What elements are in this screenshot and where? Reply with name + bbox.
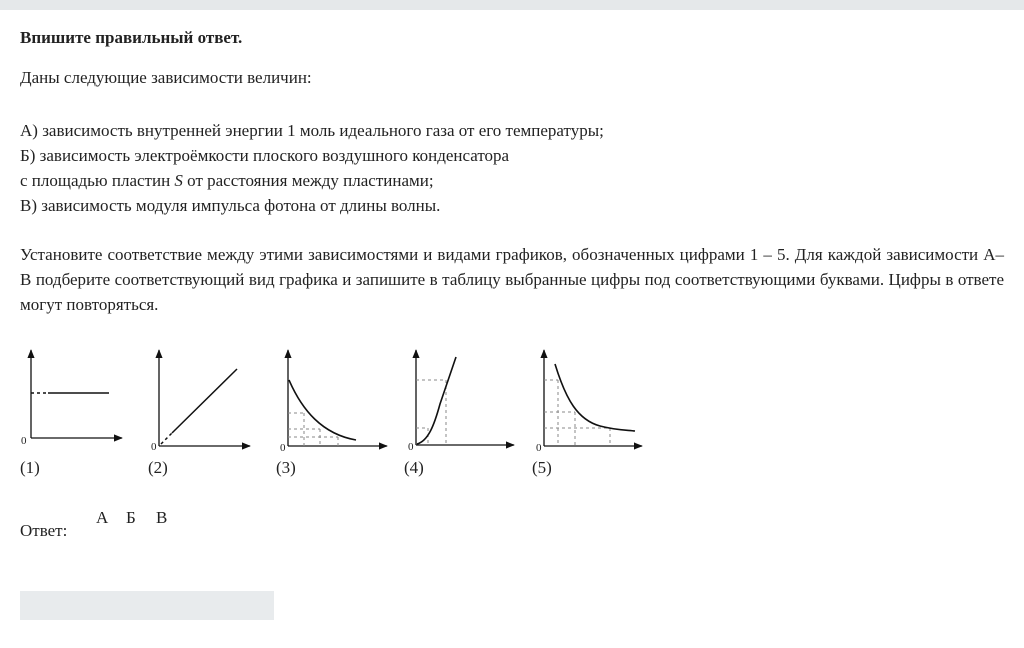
- item-b-text-end: от расстояния между пластинами;: [187, 171, 434, 190]
- answer-column-a: А: [96, 508, 109, 527]
- graph-2-origin: 0: [151, 441, 157, 453]
- graph-5: [536, 350, 642, 454]
- instruction-heading: Впишите правильный ответ.: [20, 28, 243, 47]
- graph-4-origin: 0: [408, 441, 414, 453]
- graph-5-origin: 0: [536, 442, 542, 454]
- graph-3: [280, 350, 387, 454]
- answer-column-b: Б: [126, 508, 136, 527]
- graph-label-3: (3): [276, 458, 296, 477]
- area-symbol: S: [174, 171, 183, 190]
- graphs-figure: [0, 338, 660, 458]
- graph-2: [151, 350, 250, 453]
- graph-1-origin: 0: [21, 435, 27, 447]
- dependencies-list: [20, 118, 604, 218]
- answer-column-c: В: [156, 508, 168, 527]
- graph-label-5: (5): [532, 458, 552, 477]
- item-c: В) зависимость модуля импульса фотона от длины волны.: [20, 196, 441, 215]
- graph-1: [21, 350, 122, 447]
- graph-3-origin: 0: [280, 442, 286, 454]
- graph-label-1: (1): [20, 458, 40, 477]
- graph-4: [408, 350, 514, 453]
- item-b-line2: [20, 168, 604, 193]
- answer-label: Ответ:: [20, 521, 68, 540]
- graph-label-2: (2): [148, 458, 168, 477]
- task-text: Установите соответствие между этими зависимостями и видами графиков, обозначенных цифрами 1 – 5. Для каждой зависимости А– В подберите соответствующий вид графика и запишите в таблицу выбранные цифры под соответствующими буквами. Цифры в ответе могут повторяться.: [20, 245, 1004, 314]
- item-a: А) зависимость внутренней энергии 1 моль идеального газа от его температуры;: [20, 121, 604, 140]
- item-b-text-start: с площадью пластин: [20, 171, 171, 190]
- top-bar: [0, 0, 1024, 10]
- answer-input[interactable]: [20, 591, 274, 620]
- item-b-line1: Б) зависимость электроёмкости плоского воздушного конденсатора: [20, 146, 510, 165]
- graph-label-4: (4): [404, 458, 424, 477]
- intro-text: Даны следующие зависимости величин:: [20, 68, 312, 87]
